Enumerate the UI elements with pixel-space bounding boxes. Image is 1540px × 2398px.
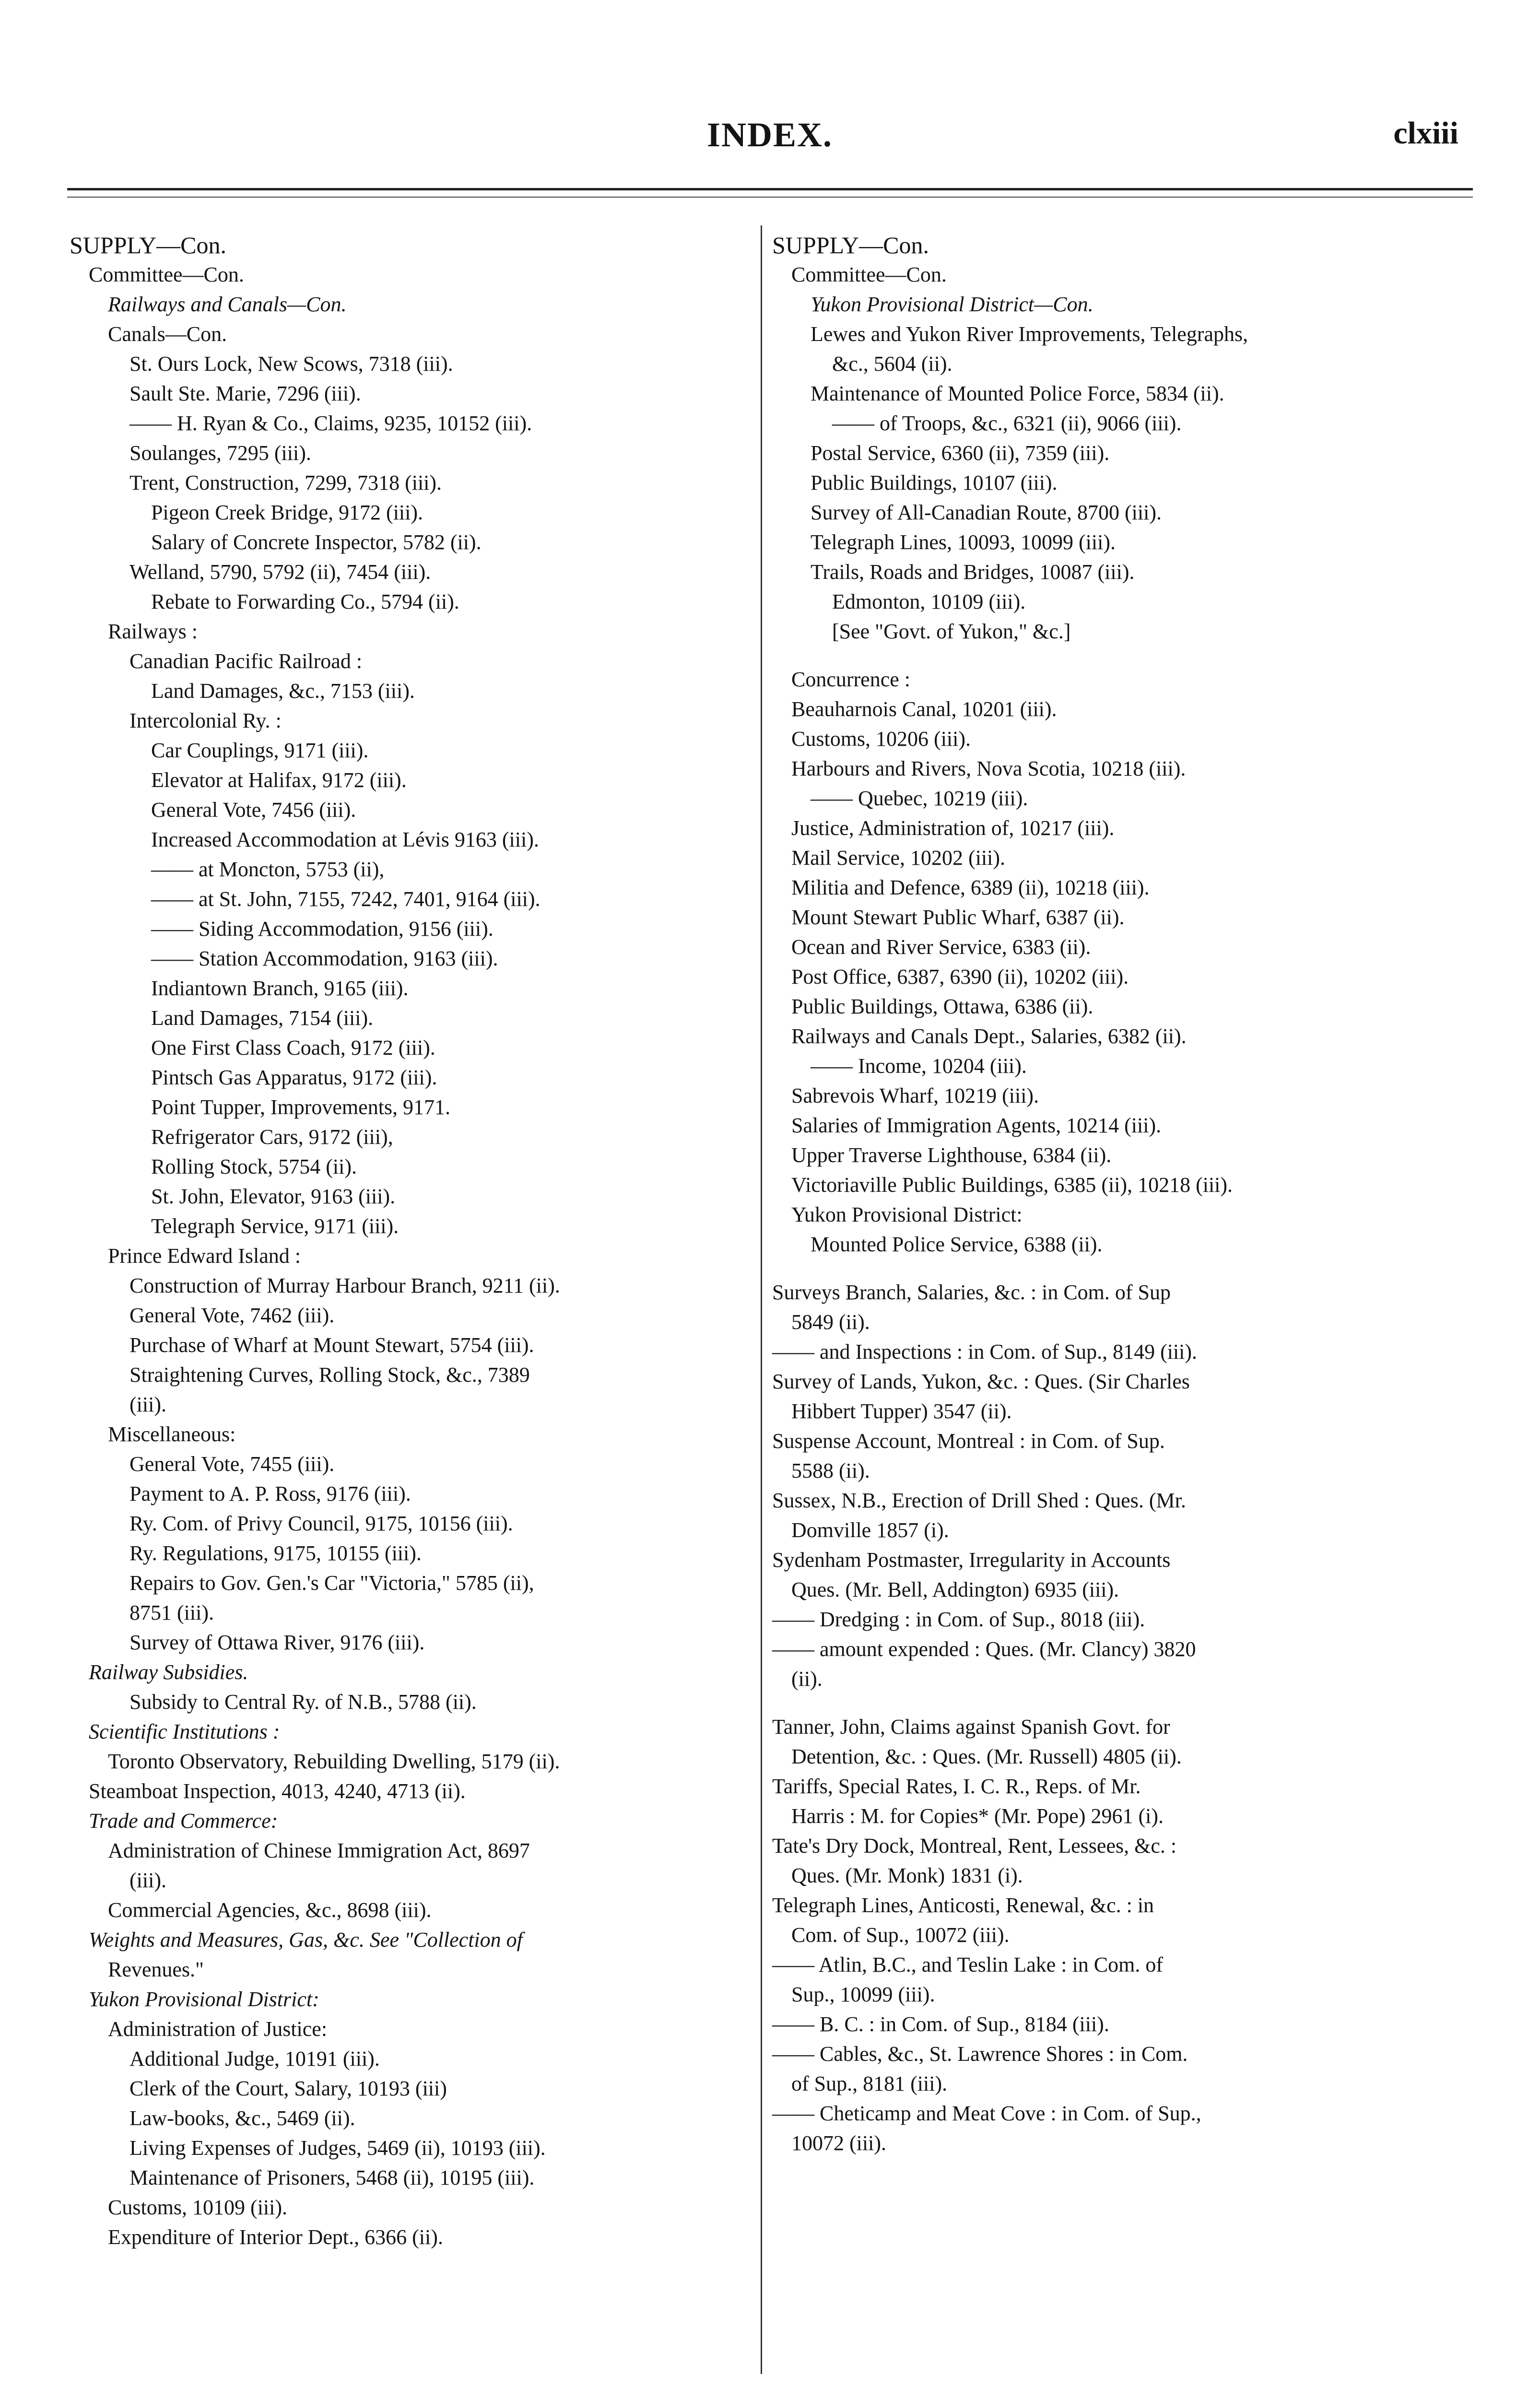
index-entry: Intercolonial Ry. : <box>129 709 282 732</box>
index-entry: Mount Stewart Public Wharf, 6387 (ii). <box>791 905 1125 929</box>
index-entry: Railways and Canals—Con. <box>108 293 347 316</box>
index-entry: Indiantown Branch, 9165 (iii). <box>151 976 409 1000</box>
index-entry: (iii). <box>129 1869 166 1892</box>
index-entry: [See "Govt. of Yukon," &c.] <box>832 620 1071 643</box>
index-entry: Justice, Administration of, 10217 (iii). <box>791 816 1115 840</box>
index-entry: Refrigerator Cars, 9172 (iii), <box>151 1125 393 1149</box>
index-entry: Sault Ste. Marie, 7296 (iii). <box>129 382 361 405</box>
index-entry: of Sup., 8181 (iii). <box>791 2072 948 2095</box>
index-entry: General Vote, 7455 (iii). <box>129 1452 335 1476</box>
index-entry: Public Buildings, Ottawa, 6386 (ii). <box>791 995 1093 1018</box>
index-entry: Edmonton, 10109 (iii). <box>832 590 1026 613</box>
index-entry: Pintsch Gas Apparatus, 9172 (iii). <box>151 1066 437 1089</box>
index-entry: —— amount expended : Ques. (Mr. Clancy) 3820 <box>772 1637 1196 1661</box>
index-entry: Car Couplings, 9171 (iii). <box>151 739 369 762</box>
index-entry: Salaries of Immigration Agents, 10214 (iii). <box>791 1114 1162 1137</box>
index-entry: Payment to A. P. Ross, 9176 (iii). <box>129 1482 411 1505</box>
index-entry: Mail Service, 10202 (iii). <box>791 846 1006 870</box>
index-entry: Tanner, John, Claims against Spanish Govt. for <box>772 1715 1170 1739</box>
index-entry: General Vote, 7462 (iii). <box>129 1304 335 1327</box>
index-entry: Welland, 5790, 5792 (ii), 7454 (iii). <box>129 560 431 584</box>
index-entry: Upper Traverse Lighthouse, 6384 (ii). <box>791 1143 1112 1167</box>
index-entry: —— Siding Accommodation, 9156 (iii). <box>151 917 494 940</box>
index-entry: 5849 (ii). <box>791 1310 870 1334</box>
index-entry: —— Station Accommodation, 9163 (iii). <box>151 947 498 970</box>
index-entry: —— and Inspections : in Com. of Sup., 8149 (iii). <box>772 1340 1198 1364</box>
index-entry: Sussex, N.B., Erection of Drill Shed : Ques. (Mr. <box>772 1489 1186 1512</box>
index-entry: —— B. C. : in Com. of Sup., 8184 (iii). <box>772 2012 1109 2036</box>
index-entry: Ry. Com. of Privy Council, 9175, 10156 (iii). <box>129 1512 513 1535</box>
index-entry: 5588 (ii). <box>791 1459 870 1482</box>
index-entry: Canadian Pacific Railroad : <box>129 649 363 673</box>
index-entry: Telegraph Lines, 10093, 10099 (iii). <box>811 530 1116 554</box>
page-number: clxiii <box>1393 116 1458 151</box>
index-entry: Public Buildings, 10107 (iii). <box>811 471 1058 494</box>
index-entry: —— Income, 10204 (iii). <box>811 1054 1027 1078</box>
index-entry: Concurrence : <box>791 668 910 691</box>
index-entry: (iii). <box>129 1393 166 1416</box>
index-entry: Trent, Construction, 7299, 7318 (iii). <box>129 471 442 494</box>
index-entry: Subsidy to Central Ry. of N.B., 5788 (ii). <box>129 1690 477 1714</box>
index-entry: Survey of Lands, Yukon, &c. : Ques. (Sir Charles <box>772 1370 1190 1393</box>
index-entry: —— Cheticamp and Meat Cove : in Com. of Sup., <box>772 2102 1201 2125</box>
index-entry: Straightening Curves, Rolling Stock, &c., 7389 <box>129 1363 530 1387</box>
index-entry: Land Damages, 7154 (iii). <box>151 1006 374 1030</box>
index-entry: Committee—Con. <box>791 263 947 286</box>
index-entry: —— of Troops, &c., 6321 (ii), 9066 (iii). <box>832 411 1182 435</box>
index-entry: Construction of Murray Harbour Branch, 9211 (ii). <box>129 1274 560 1297</box>
column-divider <box>761 225 762 2374</box>
index-entry: —— Dredging : in Com. of Sup., 8018 (iii). <box>772 1608 1145 1631</box>
index-entry: Railways : <box>108 620 198 643</box>
index-entry: Tate's Dry Dock, Montreal, Rent, Lessees, &c. : <box>772 1834 1177 1857</box>
left-column <box>70 230 753 2252</box>
index-entry: Sabrevois Wharf, 10219 (iii). <box>791 1084 1039 1107</box>
index-entry: Trade and Commerce: <box>89 1809 278 1833</box>
index-entry: Lewes and Yukon River Improvements, Telegraphs, <box>811 322 1248 346</box>
index-entry: Weights and Measures, Gas, &c. See "Collection of <box>89 1928 523 1951</box>
index-entry: Miscellaneous: <box>108 1422 236 1446</box>
index-entry: Detention, &c. : Ques. (Mr. Russell) 4805 (ii). <box>791 1745 1182 1768</box>
index-entry: —— at Moncton, 5753 (ii), <box>151 858 385 881</box>
index-entry: Rolling Stock, 5754 (ii). <box>151 1155 357 1178</box>
index-entry: Ques. (Mr. Monk) 1831 (i). <box>791 1864 1023 1887</box>
index-entry: Railways and Canals Dept., Salaries, 6382 (ii). <box>791 1024 1187 1048</box>
index-entry: Survey of Ottawa River, 9176 (iii). <box>129 1631 425 1654</box>
index-entry: Mounted Police Service, 6388 (ii). <box>811 1233 1103 1256</box>
index-entry: General Vote, 7456 (iii). <box>151 798 356 822</box>
index-entry: Com. of Sup., 10072 (iii). <box>791 1923 1010 1947</box>
index-entry: SUPPLY—Con. <box>772 232 929 259</box>
index-entry: Purchase of Wharf at Mount Stewart, 5754 (iii). <box>129 1333 534 1357</box>
index-entry: &c., 5604 (ii). <box>832 352 952 376</box>
index-entry: Administration of Justice: <box>108 2017 328 2041</box>
index-entry: Sydenham Postmaster, Irregularity in Accounts <box>772 1548 1171 1572</box>
index-entry: Tariffs, Special Rates, I. C. R., Reps. of Mr. <box>772 1775 1141 1798</box>
index-entry: Steamboat Inspection, 4013, 4240, 4713 (ii). <box>89 1779 466 1803</box>
index-entry: Expenditure of Interior Dept., 6366 (ii). <box>108 2225 443 2249</box>
index-entry: Maintenance of Prisoners, 5468 (ii), 10195 (iii). <box>129 2166 535 2189</box>
index-entry: Harris : M. for Copies* (Mr. Pope) 2961 (i). <box>791 1804 1164 1828</box>
header-rule-thin <box>67 197 1473 198</box>
index-entry: —— at St. John, 7155, 7242, 7401, 9164 (iii). <box>151 887 541 911</box>
index-entry: St. John, Elevator, 9163 (iii). <box>151 1185 396 1208</box>
index-entry: Elevator at Halifax, 9172 (iii). <box>151 768 407 792</box>
index-entry: Customs, 10206 (iii). <box>791 727 971 751</box>
index-entry: Toronto Observatory, Rebuilding Dwelling, 5179 (ii). <box>108 1750 560 1773</box>
index-entry: —— H. Ryan & Co., Claims, 9235, 10152 (iii). <box>129 411 532 435</box>
header-rule <box>67 188 1473 190</box>
index-entry: Hibbert Tupper) 3547 (ii). <box>791 1399 1012 1423</box>
index-entry: Ocean and River Service, 6383 (ii). <box>791 935 1091 959</box>
right-column <box>772 230 1463 2158</box>
index-entry: Post Office, 6387, 6390 (ii), 10202 (iii). <box>791 965 1129 988</box>
index-entry: St. Ours Lock, New Scows, 7318 (iii). <box>129 352 453 376</box>
index-entry: 8751 (iii). <box>129 1601 214 1624</box>
index-entry: (ii). <box>791 1667 823 1691</box>
index-entry: Prince Edward Island : <box>108 1244 301 1268</box>
index-entry: Yukon Provisional District: <box>791 1203 1023 1226</box>
index-entry: Point Tupper, Improvements, 9171. <box>151 1095 451 1119</box>
index-entry: Revenues." <box>108 1958 204 1981</box>
index-entry: —— Quebec, 10219 (iii). <box>811 787 1028 810</box>
index-entry: Telegraph Lines, Anticosti, Renewal, &c. : in <box>772 1893 1154 1917</box>
index-entry: Living Expenses of Judges, 5469 (ii), 10193 (iii). <box>129 2136 546 2160</box>
index-entry: Ques. (Mr. Bell, Addington) 6935 (iii). <box>791 1578 1119 1601</box>
index-entry: Ry. Regulations, 9175, 10155 (iii). <box>129 1541 422 1565</box>
index-entry: Law-books, &c., 5469 (ii). <box>129 2106 355 2130</box>
index-entry: Canals—Con. <box>108 322 227 346</box>
index-entry: Trails, Roads and Bridges, 10087 (iii). <box>811 560 1135 584</box>
index-entry: —— Cables, &c., St. Lawrence Shores : in Com. <box>772 2042 1188 2066</box>
index-entry: Surveys Branch, Salaries, &c. : in Com. of Sup <box>772 1281 1171 1304</box>
index-entry: Yukon Provisional District—Con. <box>811 293 1093 316</box>
index-entry: Repairs to Gov. Gen.'s Car "Victoria," 5785 (ii), <box>129 1571 534 1595</box>
index-entry: Maintenance of Mounted Police Force, 5834 (ii). <box>811 382 1224 405</box>
index-entry: Clerk of the Court, Salary, 10193 (iii) <box>129 2077 447 2100</box>
index-entry: Domville 1857 (i). <box>791 1518 949 1542</box>
index-entry: Commercial Agencies, &c., 8698 (iii). <box>108 1898 432 1922</box>
index-entry: Survey of All-Canadian Route, 8700 (iii). <box>811 501 1162 524</box>
index-entry: Increased Accommodation at Lévis 9163 (iii). <box>151 828 539 851</box>
index-entry: Additional Judge, 10191 (iii). <box>129 2047 380 2070</box>
index-entry: 10072 (iii). <box>791 2131 886 2155</box>
index-entry: Pigeon Creek Bridge, 9172 (iii). <box>151 501 423 524</box>
index-entry: —— Atlin, B.C., and Teslin Lake : in Com. of <box>772 1953 1163 1976</box>
index-entry: Land Damages, &c., 7153 (iii). <box>151 679 415 703</box>
index-entry: SUPPLY—Con. <box>70 232 227 259</box>
index-entry: Suspense Account, Montreal : in Com. of Sup. <box>772 1429 1165 1453</box>
index-entry: Scientific Institutions : <box>89 1720 280 1743</box>
index-entry: Customs, 10109 (iii). <box>108 2196 288 2219</box>
index-entry: Administration of Chinese Immigration Act, 8697 <box>108 1839 530 1862</box>
index-entry: Postal Service, 6360 (ii), 7359 (iii). <box>811 441 1110 465</box>
index-entry: Railway Subsidies. <box>89 1660 248 1684</box>
index-entry: Yukon Provisional District: <box>89 1987 319 2011</box>
index-entry: Harbours and Rivers, Nova Scotia, 10218 (iii). <box>791 757 1186 780</box>
index-entry: Soulanges, 7295 (iii). <box>129 441 311 465</box>
index-entry: Telegraph Service, 9171 (iii). <box>151 1214 399 1238</box>
index-entry: One First Class Coach, 9172 (iii). <box>151 1036 435 1059</box>
index-entry: Victoriaville Public Buildings, 6385 (ii), 10218 (iii). <box>791 1173 1233 1197</box>
index-entry: Sup., 10099 (iii). <box>791 1983 935 2006</box>
page-title: INDEX. <box>706 116 833 154</box>
index-entry: Salary of Concrete Inspector, 5782 (ii). <box>151 530 482 554</box>
index-entry: Committee—Con. <box>89 263 244 286</box>
index-entry: Beauharnois Canal, 10201 (iii). <box>791 697 1057 721</box>
index-entry: Militia and Defence, 6389 (ii), 10218 (iii). <box>791 876 1150 899</box>
index-entry: Rebate to Forwarding Co., 5794 (ii). <box>151 590 459 613</box>
